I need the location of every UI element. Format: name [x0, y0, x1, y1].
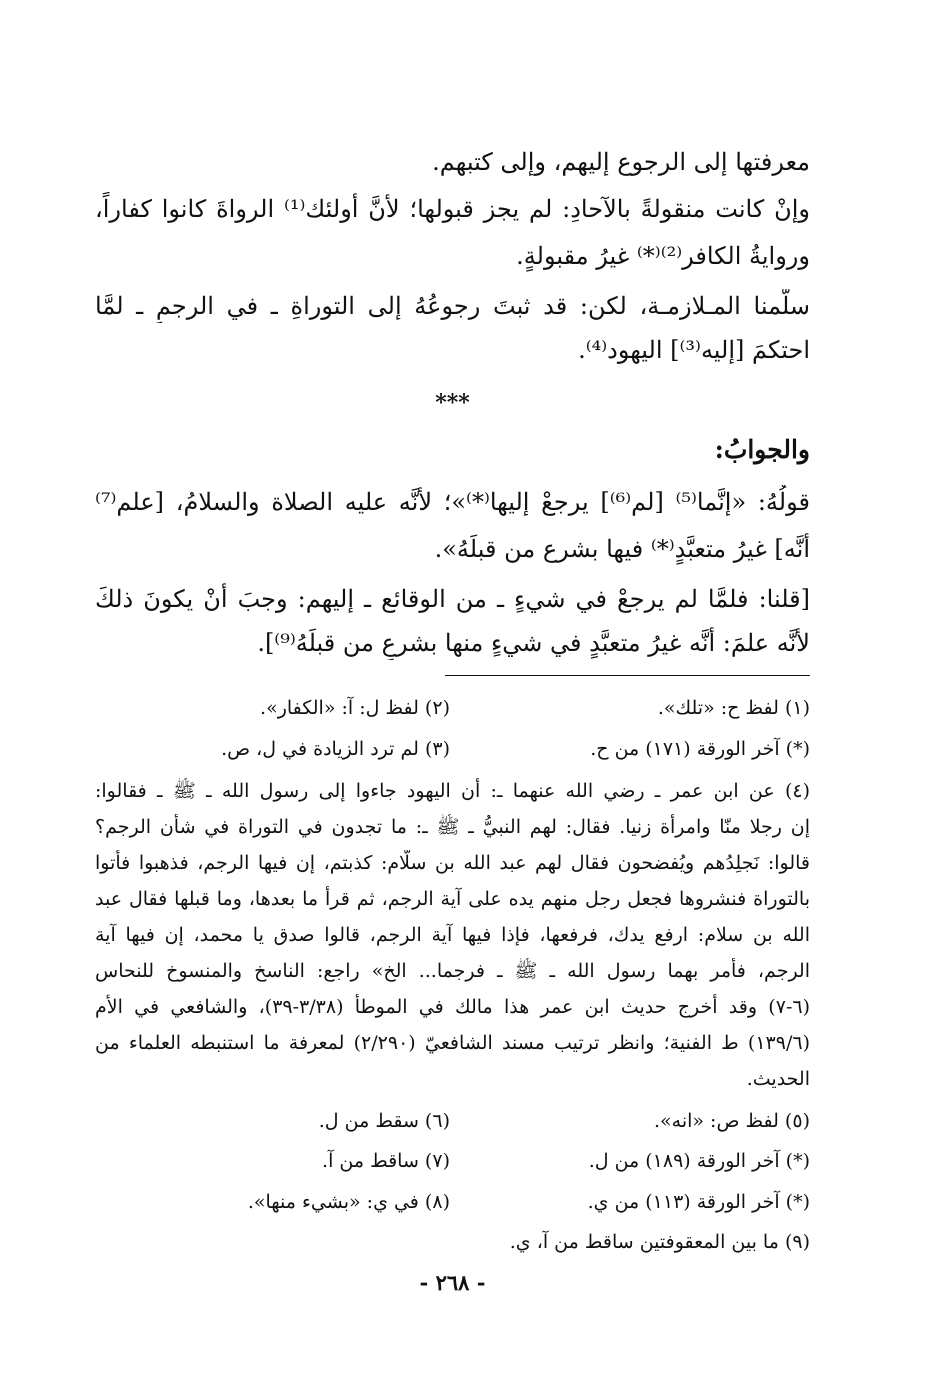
body-line-2: وإنْ كانت منقولةً بالآحادِ: لم يجز قبولها؛ لأنَّ أولئك⁽¹⁾ الرواةَ كانوا كفاراً،	[95, 195, 810, 223]
footnote-folio-l: (*) آخر الورقة (١٨٩) من ل.	[588, 1150, 810, 1172]
answer-heading: والجوابُ:	[714, 435, 810, 464]
footnote-4-line: بالتوراة فنشروها فجعل رجل منهم يده على آية الرجم، ثم قرأ ما بعدها، وما قبلها فقال عبد	[95, 888, 810, 910]
body-line-3: وروايةُ الكافر⁽²⁾⁽*⁾ غيرُ مقبولةٍ.	[516, 242, 810, 270]
footnote-5: (٥) لفظ ص: «انه».	[653, 1110, 810, 1132]
page-number: - ٢٦٨ -	[419, 1270, 486, 1295]
footnote-7: (٧) ساقط من آ.	[322, 1150, 450, 1172]
answer-line-1: قولُهُ: «إنَّما⁽⁵⁾ [لم⁽⁶⁾] يرجعْ إليها⁽*⁾»؛ لأنَّه عليه الصلاة والسلامُ، [علم⁽⁷⁾	[95, 488, 810, 516]
footnote-folio-h: (*) آخر الورقة (١٧١) من ح.	[590, 738, 810, 760]
footnote-4-line: (٤) عن ابن عمر ـ رضي الله عنهما ـ: أن اليهود جاءوا إلى رسول الله ـ ﷺ ـ فقالوا:	[95, 780, 810, 802]
footnote-2: (٢) لفظ ل: آ: «الكفار».	[260, 697, 450, 719]
footnote-folio-y: (*) آخر الورقة (١١٣) من ي.	[587, 1191, 810, 1213]
body-line-4: سلَّمنا المـلازمـة، لكن: قد ثبتَ رجوعُهُ إلى التوراةِ ـ في الرجمِ ـ لمَّا	[95, 292, 810, 320]
footnote-4-line: الله بن سلام: ارفع يدك، فرفعها، فإذا فيها آية الرجم، قالوا صدق يا محمد، إن فيها آية	[95, 924, 810, 946]
footnote-9: (٩) ما بين المعقوفتين ساقط من آ، ي.	[509, 1231, 810, 1253]
footnote-4-line: الحديث.	[746, 1068, 810, 1090]
footnote-8: (٨) في ي: «بشيء منها».	[247, 1191, 450, 1213]
body-line-1: معرفتها إلى الرجوع إليهم، وإلى كتبهم.	[432, 148, 810, 176]
answer-line-2: أنَّه] غيرُ متعبَّدٍ⁽*⁾ فيها بشرع من قبلَهُ».	[434, 535, 810, 563]
footnote-separator	[445, 675, 810, 676]
answer-line-3: [قلنا: فلمَّا لم يرجعْ في شيءٍ ـ من الوقائع ـ إليهم: وجبَ أنْ يكونَ ذلكَ	[95, 585, 810, 613]
footnote-4-line: (٦-٧) وقد أخرج حديث ابن عمر هذا مالك في الموطأ (٣/٣٨-٣٩)، والشافعي في الأم	[95, 996, 810, 1018]
body-line-5: احتكمَ [إليه⁽³⁾] اليهود⁽⁴⁾.	[578, 336, 810, 364]
section-separator: ***	[435, 390, 470, 416]
footnote-4-line: قالوا: نَجلِدُهم ويُفضحون فقال لهم عبد الله بن سلّام: كذبتم، إن فيها الرجم، فذهبوا فأتوا	[95, 852, 810, 874]
footnote-4-line: إن رجلا منّا وامرأة زنيا. فقال: لهم النبيُّ ـ ﷺ ـ: ما تجدون في التوراة في شأن الرجم؟	[95, 816, 810, 838]
footnote-4-line: الرجم، فأمر بهما رسول الله ـ ﷺ ـ فرجما... الخ» راجع: الناسخ والمنسوخ للنحاس	[95, 960, 810, 982]
book-page	[95, 140, 810, 1350]
footnote-3: (٣) لم ترد الزيادة في ل، ص.	[221, 738, 450, 760]
footnote-6: (٦) سقط من ل.	[318, 1110, 450, 1132]
footnote-4-line: (١٣٩/٦) ط الفنية؛ وانظر ترتيب مسند الشافعيّ (٢/٢٩٠) لمعرفة ما استنبطه العلماء من	[95, 1032, 810, 1054]
footnote-1: (١) لفظ ح: «تلك».	[657, 697, 810, 719]
answer-line-4: لأنَّه علمَ: أنَّه غيرُ متعبَّدٍ في شيءٍ منها بشرعِ من قبلَهُ⁽⁹⁾].	[257, 629, 810, 657]
